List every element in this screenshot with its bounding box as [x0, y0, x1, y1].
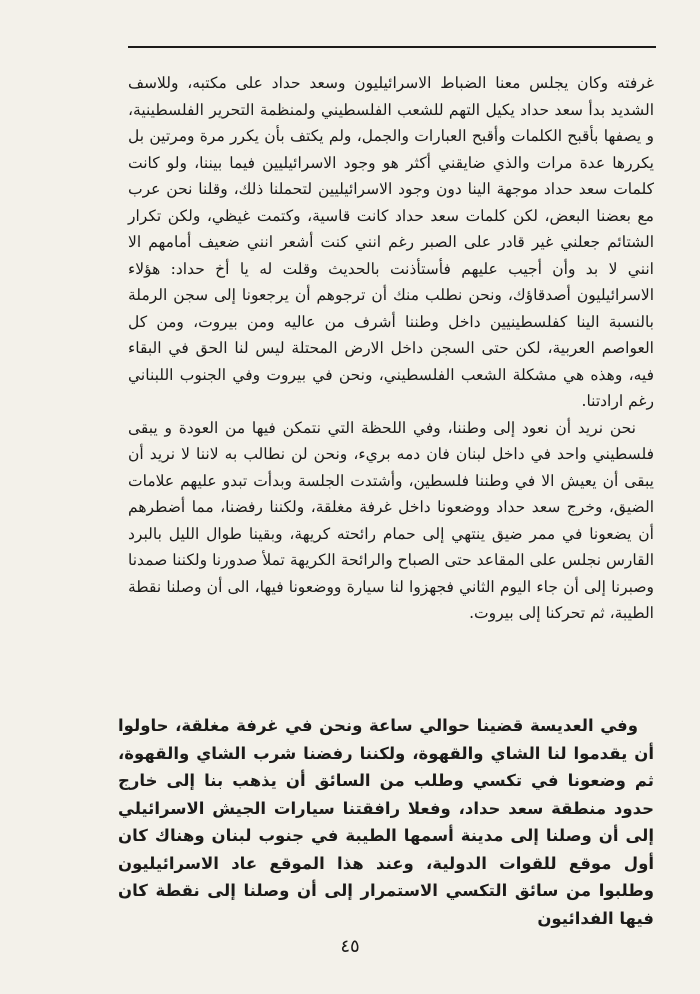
page-number: ٤٥ — [340, 936, 360, 957]
body-text-upper — [128, 70, 654, 627]
paragraph-2: نحن نريد أن نعود إلى وطننا، وفي اللحظة التي نتمكن فيها من العودة و يبقى فلسطيني واحد في داخل لبنان فان دمه بريء، ونحن لن نطالب به لاننا لا نريد أن يبقى أن يعيش الا في وطننا فلسطين، وأشتدت الجلسة وبدأت تبدو عليهم علامات الضيق، وخرج سعد حداد ووضعونا داخل غرفة مغلقة، ولكننا رفضنا، مما أضطرهم أن يضعونا في ممر ضيق ينتهي إلى حمام رائحته كريهة، وبقينا طوال الليل بالبرد القارس نجلس على المقاعد حتى الصباح والرائحة الكريهة تملأ صدورنا ولكننا صمدنا وصبرنا إلى أن جاء اليوم الثاني فجهزوا لنا سيارة ووضعونا فيها، الى أن وصلنا نقطة الطيبة، ثم تحركنا إلى بيروت. — [128, 418, 654, 622]
paragraph-3-bold: وفي العديسة قضينا حوالي ساعة ونحن في غرفة مغلقة، حاولوا أن يقدموا لنا الشاي والقهوة، ولكننا رفضنا شرب الشاي والقهوة، ثم وضعونا في تكسي وطلب من السائق أن يذهب بنا إلى خارج حدود منطقة سعد حداد، وفعلا رافقتنا سيارات الجيش الاسرائيلي إلى أن وصلنا إلى مدينة أسمها الطيبة في جنوب لبنان وهناك كان أول موقع للقوات الدولية، وعند هذا الموقع عاد الاسرائيليون وطلبوا من سائق التكسي الاستمرار إلى أن وصلنا إلى نقطة كان فيها الفدائيون — [118, 716, 654, 928]
paragraph-1: غرفته وكان يجلس معنا الضباط الاسرائيليون وسعد حداد على مكتبه، وللاسف الشديد بدأ سعد حداد يكيل التهم للشعب الفلسطيني ولمنظمة التحرير الفلسطينية، و يصفها بأقبح الكلمات وأقبح العبارات والجمل، ولم يكتف بأن يكرر مرة ومرتين بل يكررها عدة مرات والذي ضايقني أكثر هو وجود الاسرائيليين فيما بيننا، ولو كانت كلمات سعد حداد موجهة الينا دون وجود الاسرائيليين لتحملنا ذلك، وقلنا نحن عرب مع بعضنا البعض، لكن كلمات سعد حداد كانت قاسية، وكتمت غيظي، ولكن تكرار الشتائم جعلني غير قادر على الصبر رغم انني كنت أشعر انني ضعيف أمامهم الا انني لا بد وأن أجيب عليهم فأستأذنت بالحديث وقلت له يا أخ حداد: هؤلاء الاسرائيليون أصدقاؤك، ونحن نطلب منك أن ترجوهم أن يرجعونا إلى سجن الرملة بالنسبة الينا كفلسطينيين داخل وطننا أشرف من عاليه ومن بيروت، ومن كل العواصم العربية، لكن حتى السجن داخل الارض المحتلة ليس لنا الحق في البقاء فيه، وهذه هي مشكلة الشعب الفلسطيني، ونحن في بيروت وفي الجنوب اللبناني رغم ارادتنا. — [128, 74, 654, 410]
body-text-lower — [118, 712, 654, 932]
header-rule — [128, 46, 656, 48]
